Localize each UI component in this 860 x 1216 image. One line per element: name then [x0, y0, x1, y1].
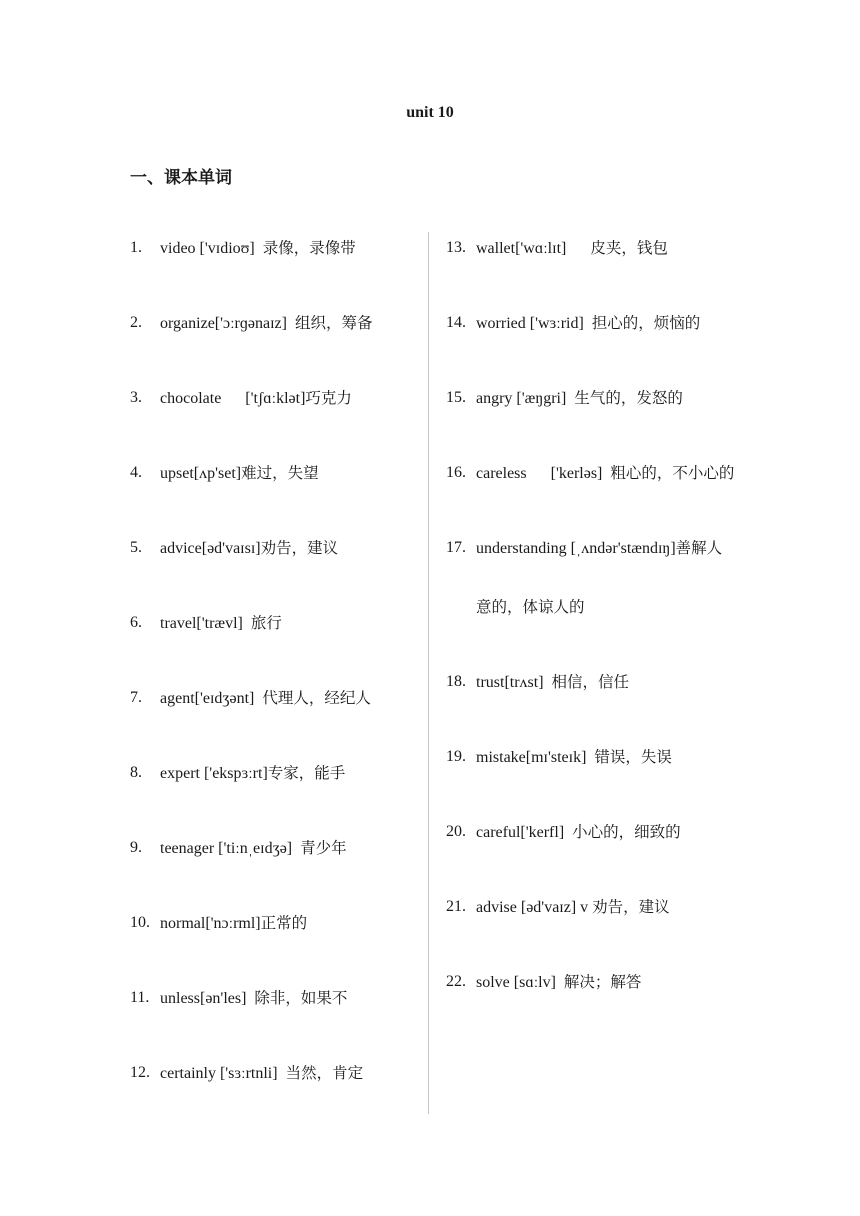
vocab-number: 7. — [130, 689, 142, 706]
vocab-text — [160, 1061, 420, 1086]
vocab-item — [130, 386, 420, 411]
vocab-english: normal['nɔːrml] — [160, 915, 261, 932]
vocab-number: 6. — [130, 614, 142, 631]
vocab-item — [446, 536, 736, 637]
vocab-item — [446, 386, 736, 411]
vocab-item — [446, 461, 736, 503]
vocab-item — [446, 745, 736, 770]
vocab-chinese: 青少年 — [300, 839, 347, 857]
vocab-text — [160, 386, 420, 411]
section-heading: 一、课本单词 — [130, 168, 232, 188]
vocab-item — [446, 970, 736, 995]
vocab-chinese: 组织，筹备 — [294, 314, 373, 332]
column-divider — [428, 232, 429, 1114]
vocab-number: 9. — [130, 839, 142, 856]
vocab-number: 21. — [446, 898, 466, 915]
vocab-english: unless[ən'les] — [160, 990, 255, 1007]
vocab-english: organize['ɔːrɡənaɪz] — [160, 315, 295, 332]
vocab-text — [476, 236, 736, 261]
vocab-item — [130, 311, 420, 336]
vocab-chinese: 相信，信任 — [551, 673, 630, 691]
page-title: unit 10 — [406, 104, 454, 121]
vocab-english: agent['eɪdʒənt] — [160, 690, 263, 707]
vocab-chinese: 难过，失望 — [241, 464, 319, 482]
vocab-text — [160, 836, 420, 861]
vocab-english: worried ['wɜːrid] — [476, 315, 592, 332]
vocab-text — [476, 745, 736, 770]
vocab-item — [130, 236, 420, 261]
vocab-english: wallet['wɑːlɪt] — [476, 240, 591, 257]
vocab-text — [160, 686, 420, 711]
vocab-number: 11. — [130, 989, 150, 1006]
vocab-text — [160, 761, 420, 786]
vocab-item — [130, 836, 420, 861]
vocab-item — [446, 311, 736, 336]
vocab-text — [476, 820, 736, 845]
vocab-english: travel['trævl] — [160, 615, 251, 632]
vocab-number: 22. — [446, 973, 466, 990]
vocab-english: advise [əd'vaɪz] v — [476, 899, 593, 916]
vocab-chinese: 小心的，细致的 — [572, 823, 681, 841]
vocab-chinese: 当然，肯定 — [285, 1064, 364, 1082]
vocab-number: 16. — [446, 464, 466, 481]
vocab-item — [130, 986, 420, 1011]
vocab-item — [130, 911, 420, 936]
vocab-number: 17. — [446, 539, 466, 556]
vocab-text — [476, 895, 736, 920]
vocab-chinese: 巧克力 — [305, 389, 352, 407]
vocab-item — [446, 670, 736, 695]
vocab-number: 12. — [130, 1064, 150, 1081]
right-word-column — [446, 236, 736, 1045]
vocab-english: understanding [ˌʌndər'stændɪŋ] — [476, 540, 676, 557]
vocab-text — [476, 444, 736, 503]
vocab-english: careful['kerfl] — [476, 824, 573, 841]
vocab-chinese: 善解人意的，体谅人的 — [476, 539, 723, 616]
vocab-text — [160, 236, 420, 261]
vocab-text — [476, 970, 736, 995]
vocab-chinese: 皮夹，钱包 — [590, 239, 668, 257]
vocab-item — [446, 236, 736, 261]
vocab-item — [130, 761, 420, 786]
vocab-item — [446, 895, 736, 920]
vocab-number: 8. — [130, 764, 142, 781]
vocab-chinese: 除非，如果不 — [254, 989, 348, 1007]
vocab-chinese: 生气的，发怒的 — [574, 389, 683, 407]
vocab-english: advice[əd'vaɪsɪ] — [160, 540, 261, 557]
vocab-text — [160, 911, 420, 936]
vocab-english: video ['vɪdioʊ] — [160, 240, 263, 257]
vocab-text — [160, 311, 420, 336]
vocab-number: 20. — [446, 823, 466, 840]
vocab-english: chocolate ['tʃɑːklət] — [160, 390, 306, 407]
vocab-number: 15. — [446, 389, 466, 406]
vocab-item — [130, 536, 420, 561]
vocab-number: 4. — [130, 464, 142, 481]
vocab-chinese: 解决；解答 — [563, 973, 642, 991]
vocab-number: 1. — [130, 239, 142, 256]
vocab-item — [130, 611, 420, 636]
vocab-chinese: 粗心的，不小心的 — [610, 464, 735, 482]
vocab-number: 13. — [446, 239, 466, 256]
vocab-english: teenager ['tiːnˌeɪdʒə] — [160, 840, 301, 857]
vocab-chinese: 专家，能手 — [267, 764, 346, 782]
vocab-chinese: 错误，失误 — [594, 748, 672, 766]
vocab-number: 10. — [130, 914, 150, 931]
vocab-number: 5. — [130, 539, 142, 556]
vocab-text — [476, 311, 736, 336]
vocab-chinese: 录像，录像带 — [262, 239, 356, 257]
vocab-english: angry ['æŋgri] — [476, 390, 575, 407]
vocab-english: trust[trʌst] — [476, 674, 552, 691]
vocab-chinese: 劝告，建议 — [592, 898, 670, 916]
vocab-english: careless ['kerləs] — [476, 465, 611, 482]
vocab-text — [160, 461, 420, 486]
vocab-text — [160, 536, 420, 561]
vocab-english: expert ['ekspɜːrt] — [160, 765, 268, 782]
left-word-column — [130, 236, 420, 1136]
vocab-item — [446, 820, 736, 845]
vocab-chinese: 旅行 — [250, 614, 282, 632]
vocab-number: 3. — [130, 389, 142, 406]
vocab-number: 14. — [446, 314, 466, 331]
vocab-english: mistake[mɪ'steɪk] — [476, 749, 595, 766]
vocab-number: 19. — [446, 748, 466, 765]
vocab-number: 2. — [130, 314, 142, 331]
vocab-chinese: 正常的 — [260, 914, 308, 932]
vocab-english: solve [sɑːlv] — [476, 974, 564, 991]
vocab-chinese: 劝告，建议 — [260, 539, 339, 557]
vocab-number: 18. — [446, 673, 466, 690]
vocab-english: certainly ['sɜːrtnli] — [160, 1065, 286, 1082]
vocab-chinese: 担心的，烦恼的 — [591, 314, 701, 332]
vocab-text — [160, 611, 420, 636]
vocab-text — [476, 519, 736, 637]
vocab-text — [476, 670, 736, 695]
vocab-chinese: 代理人，经纪人 — [262, 689, 371, 707]
vocab-text — [476, 386, 736, 411]
vocab-item — [130, 686, 420, 711]
vocab-item — [130, 1061, 420, 1086]
vocab-item — [130, 461, 420, 486]
vocab-text — [160, 986, 420, 1011]
vocab-english: upset[ʌp'set] — [160, 465, 242, 482]
